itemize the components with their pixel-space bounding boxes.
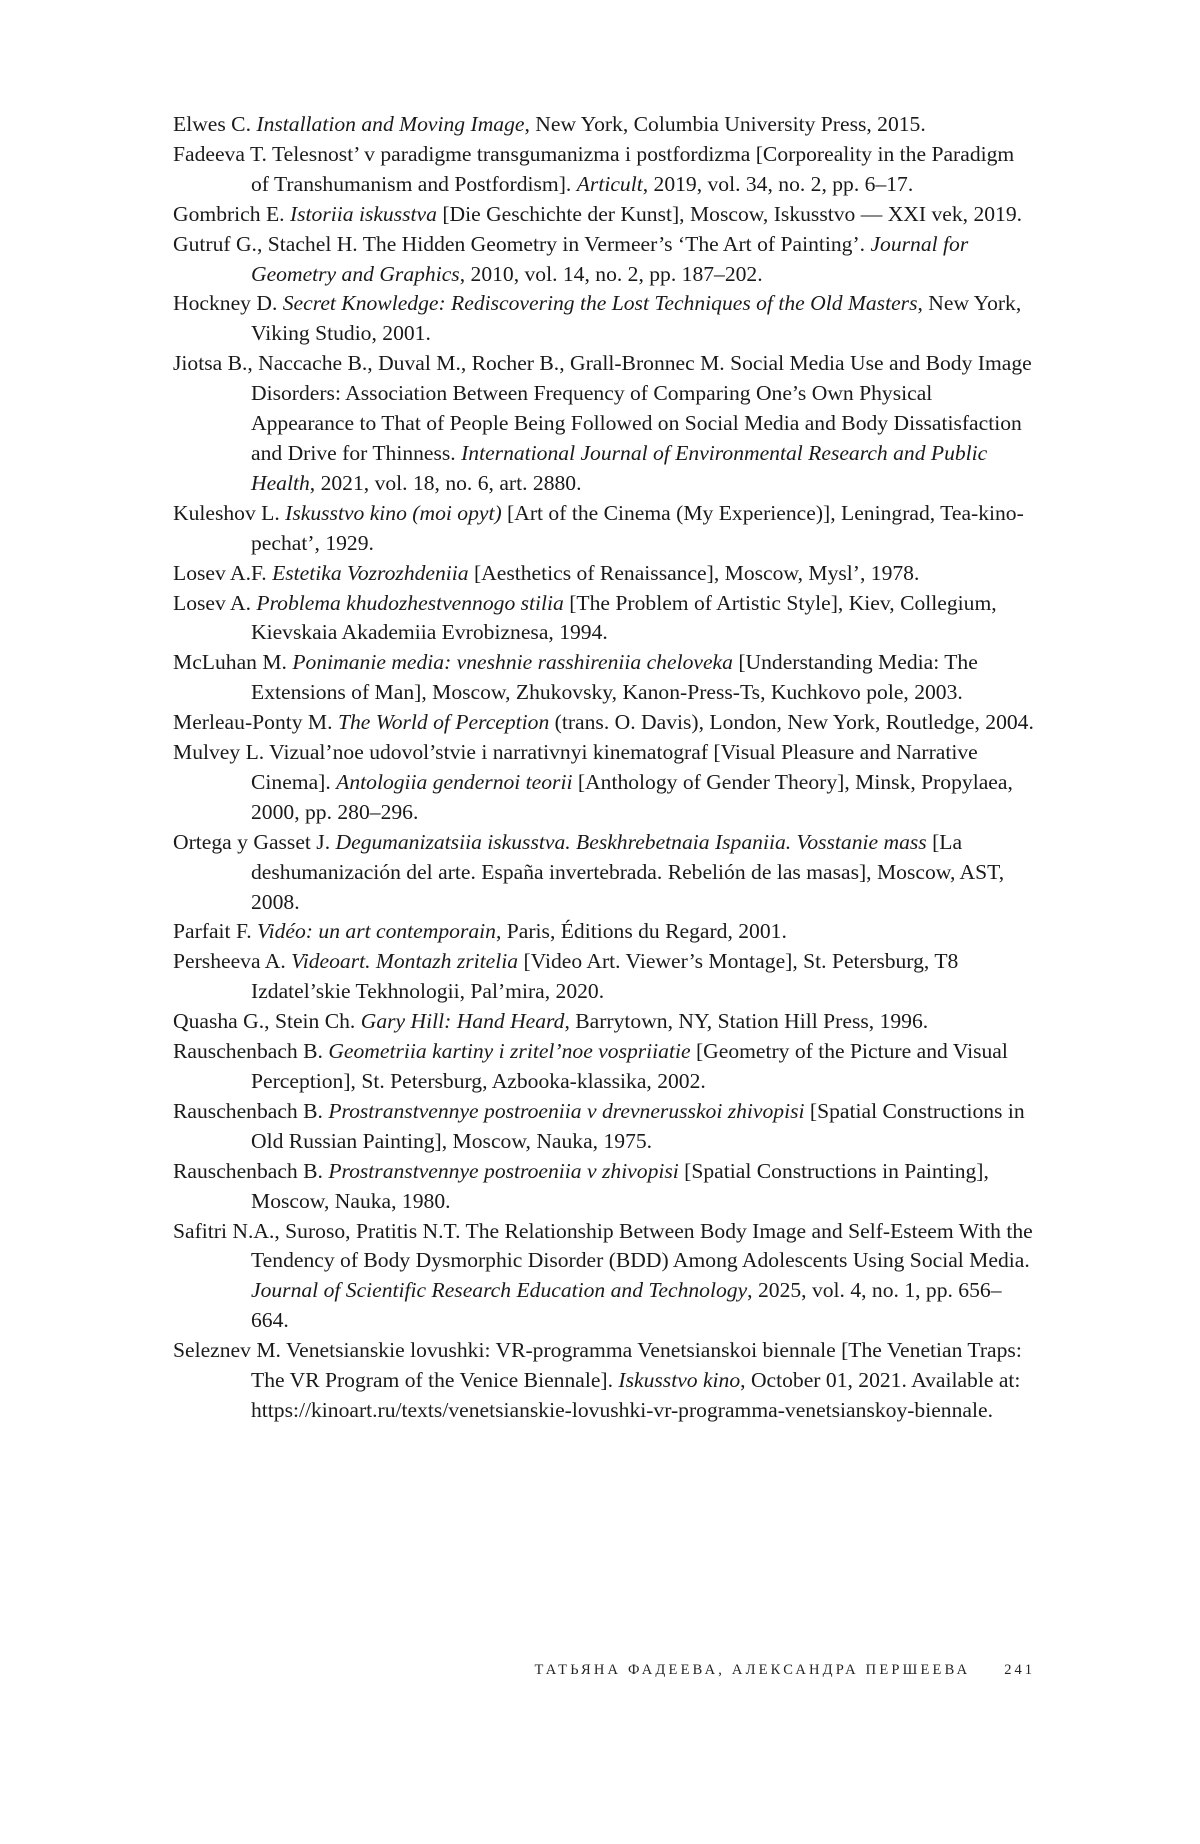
reference-text: , October 01, 2021. Available at: https://kinoart.ru/texts/venetsianskie-lovushki-vr-programma-venetsianskoy-biennale. (251, 1368, 1021, 1422)
reference-entry (173, 648, 1035, 708)
reference-entry (173, 200, 1035, 230)
reference-title: Installation and Moving Image (256, 112, 525, 136)
reference-title: Problema khudozhestvennogo stilia (256, 590, 564, 615)
reference-text: Losev A.F. (173, 560, 273, 585)
reference-title: Secret Knowledge: Rediscovering the Lost Techniques of the Old Masters (282, 291, 918, 316)
reference-entry (173, 738, 1035, 828)
reference-text: [Spatial Constructions in Old Russian Painting], Moscow, Nauka, 1975. (251, 1098, 1025, 1153)
reference-text: , 2019, vol. 34, no. 2, pp. 6–17. (642, 171, 914, 196)
running-head: ТАТЬЯНА ФАДЕЕВА, АЛЕКСАНДРА ПЕРШЕЕВА (534, 1662, 971, 1678)
reference-entry (173, 1007, 1035, 1037)
reference-text: Merleau-Ponty M. (173, 710, 338, 735)
reference-text: [Die Geschichte der Kunst], Moscow, Iskusstvo — XXI vek, 2019. (436, 201, 1023, 226)
reference-text: , 2021, vol. 18, no. 6, art. 2880. (309, 470, 582, 495)
reference-entry (173, 947, 1035, 1007)
reference-text: Persheeva A. (173, 949, 292, 974)
reference-title: Degumanizatsiia iskusstva. Beskhrebetnaia Ispaniia. Vosstanie mass (335, 829, 927, 854)
reference-text: Rauschenbach B. (173, 1039, 329, 1064)
reference-text: Rauschenbach B. (173, 1158, 329, 1183)
reference-text: [Understanding Media: The Extensions of Man], Moscow, Zhukovsky, Kanon-Press-Ts, Kuchkovo pole, 2003. (251, 650, 978, 705)
reference-title: The World of Perception (337, 710, 550, 735)
reference-title: Istoriia iskusstva (289, 201, 437, 226)
reference-text: McLuhan M. (173, 650, 293, 675)
reference-text: [The Problem of Artistic Style], Kiev, Collegium, Kievskaia Akademiia Evrobiznesa, 1994. (251, 590, 997, 645)
reference-title: Geometriia kartiny i zritel’noe vospriiatie (328, 1039, 691, 1064)
reference-title: Prostranstvennye postroeniia v drevnerusskoi zhivopisi (328, 1098, 805, 1123)
reference-text: [Spatial Constructions in Painting], Moscow, Nauka, 1980. (251, 1158, 989, 1213)
reference-text: (trans. O. Davis), London, New York, Routledge, 2004. (549, 710, 1034, 735)
reference-entry (173, 828, 1035, 918)
reference-text: , 2010, vol. 14, no. 2, pp. 187–202. (459, 261, 763, 286)
bibliography-list (173, 110, 1035, 1426)
reference-text: , New York, Viking Studio, 2001. (251, 291, 1022, 346)
reference-entry (173, 589, 1035, 649)
reference-text: [Art of the Cinema (My Experience)], Leningrad, Tea-kino-pechat’, 1929. (251, 500, 1024, 555)
reference-text: Rauschenbach B. (173, 1098, 329, 1123)
reference-title: Journal for Geometry and Graphics (251, 231, 969, 286)
reference-title: Prostranstvennye postroeniia v zhivopisi (328, 1158, 679, 1183)
reference-title: Videoart. Montazh zritelia (291, 949, 519, 974)
reference-text: Parfait F. (173, 919, 258, 944)
reference-entry (173, 1336, 1035, 1426)
reference-text: Hockney D. (173, 291, 283, 316)
reference-text: [Geometry of the Picture and Visual Perception], St. Petersburg, Azbooka-klassika, 2002. (251, 1039, 1008, 1093)
reference-text: , New York, Columbia University Press, 2015. (524, 112, 926, 136)
reference-entry (173, 1217, 1035, 1337)
reference-entry (173, 1037, 1035, 1097)
reference-text: Jiotsa B., Naccache B., Duval M., Rocher B., Grall-Bronnec M. Social Media Use and Body Image Disorders: Association Between Frequency of Comparing One’s Own Physical Appearance to That of People Being Followed on Social Media and Body Dissatisfaction and Drive for Thinness. (173, 351, 1032, 465)
page-footer (173, 1662, 1035, 1679)
reference-text: Gutruf G., Stachel H. The Hidden Geometry in Vermeer’s ‘The Art of Painting’. (173, 231, 871, 256)
reference-text: [Video Art. Viewer’s Montage], St. Petersburg, T8 Izdatel’skie Tekhnologii, Pal’mira, 2020. (251, 949, 959, 1004)
reference-text: , Barrytown, NY, Station Hill Press, 1996. (564, 1009, 929, 1034)
reference-entry (173, 559, 1035, 589)
reference-entry (173, 499, 1035, 559)
reference-text: Quasha G., Stein Ch. (173, 1009, 361, 1034)
reference-entry (173, 110, 1035, 140)
reference-entry (173, 1157, 1035, 1217)
reference-text: Mulvey L. Vizual’noe udovol’stvie i narrativnyi kinematograf [Visual Pleasure and Narrative Cinema]. (173, 740, 978, 794)
reference-title: Estetika Vozrozhdeniia (272, 560, 469, 585)
reference-entry (173, 230, 1035, 290)
reference-text: , 2025, vol. 4, no. 1, pp. 656–664. (251, 1278, 1002, 1333)
reference-entry (173, 349, 1035, 499)
reference-title: International Journal of Environmental Research and Public Health (251, 440, 988, 495)
reference-text: Gombrich E. (173, 201, 290, 226)
reference-title: Articult (576, 171, 643, 196)
reference-text: Ortega y Gasset J. (173, 829, 336, 854)
reference-title: Ponimanie media: vneshnie rasshireniia cheloveka (292, 650, 733, 675)
reference-text: Kuleshov L. (173, 500, 286, 525)
reference-entry (173, 140, 1035, 200)
reference-title: Journal of Scientific Research Education and Technology (251, 1278, 748, 1303)
reference-title: Gary Hill: Hand Heard (360, 1009, 565, 1034)
reference-text: [La deshumanización del arte. España invertebrada. Rebelión de las masas], Moscow, AST, 2008. (251, 829, 1005, 914)
reference-title: Vidéo: un art contemporain (257, 919, 496, 944)
reference-text: Losev A. (173, 590, 257, 615)
reference-text: Seleznev M. Venetsianskie lovushki: VR-programma Venetsianskoi biennale [The Venetian Traps: The VR Program of the Venice Biennale]. (173, 1338, 1022, 1393)
reference-entry (173, 708, 1035, 738)
reference-title: Iskusstvo kino (moi opyt) (285, 500, 502, 525)
reference-title: Iskusstvo kino (618, 1368, 741, 1393)
reference-text: Fadeeva T. Telesnost’ v paradigme transgumanizma i postfordizma [Corporeality in the Paradigm of Transhumanism and Postfordism]. (173, 141, 1015, 196)
reference-text: Elwes C. (173, 112, 257, 136)
page-number: 241 (1004, 1662, 1035, 1678)
reference-entry (173, 289, 1035, 349)
reference-text: [Aesthetics of Renaissance], Moscow, Mysl’, 1978. (468, 560, 920, 585)
reference-entry (173, 1097, 1035, 1157)
reference-text: , Paris, Éditions du Regard, 2001. (495, 919, 787, 944)
reference-text: Safitri N.A., Suroso, Pratitis N.T. The Relationship Between Body Image and Self-Esteem With the Tendency of Body Dysmorphic Disorder (BDD) Among Adolescents Using Social Media. (173, 1218, 1033, 1273)
reference-title: Antologiia gendernoi teorii (336, 769, 573, 794)
reference-entry (173, 917, 1035, 947)
reference-text: [Anthology of Gender Theory], Minsk, Propylaea, 2000, pp. 280–296. (251, 769, 1013, 824)
